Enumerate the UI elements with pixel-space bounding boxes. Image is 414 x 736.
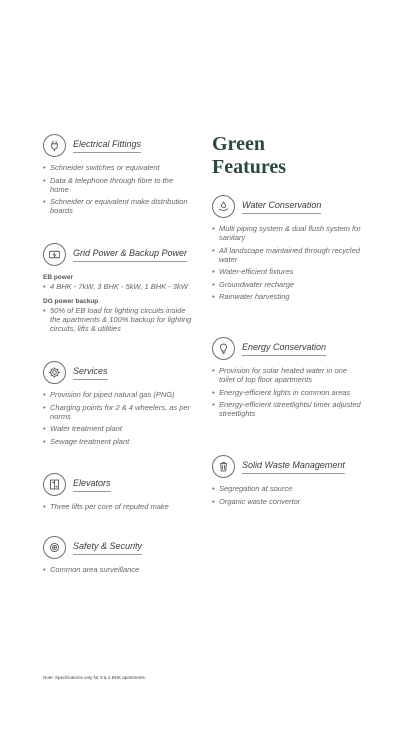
title-line-1: Green [212,133,265,155]
list-item: • Segregation at source [212,484,362,493]
list-item: • 4 BHK - 7kW, 3 BHK - 5kW, 1 BHK - 3kW [43,282,193,291]
section-title: Elevators [73,478,111,492]
section-title: Electrical Fittings [73,139,141,153]
trash-bin-icon [212,455,235,478]
item-list [43,163,193,215]
list-item: • Common area surveillance [43,565,193,574]
list-item: • Schneider or equivalent make distribution boards [43,197,193,215]
section-title: Water Conservation [242,200,321,214]
solid-waste-section [212,455,362,506]
energy-conservation-section [212,337,362,418]
list-item: • Provision for piped natural gas (PNG) [43,390,193,399]
list-item: • Organic waste convertor [212,497,362,506]
section-header [43,243,193,266]
list-item: • Three lifts per core of reputed make [43,502,193,511]
list-item: • Energy-efficient streetlights/ timer adjusted streetlights [212,400,362,418]
cctv-icon [43,536,66,559]
item-list [43,306,193,333]
list-item: • Multi piping system & dual flush system for sanitary [212,224,362,242]
list-item: • Groundwater recharge [212,280,362,289]
grid-power-section [43,243,193,333]
list-item: • Rainwater harvesting [212,292,362,301]
section-header [43,473,193,496]
section-header [212,195,362,218]
item-list [43,282,193,291]
elevators-section [43,473,193,511]
dg-power-label: DG power backup [43,298,99,305]
water-conservation-section [212,195,362,301]
item-list [43,390,193,446]
list-item: • All landscape maintained through recycled water [212,246,362,264]
list-item: • Data & telephone through fibre to the home [43,176,193,194]
footnote: Note: Specifications only for 3 & 4 BHK apartments. [43,675,147,680]
elevator-icon [43,473,66,496]
item-list [212,484,362,506]
title-line-2: Features [212,156,287,178]
power-icon [43,243,66,266]
green-features-title [212,133,286,179]
list-item: • 50% of EB load for lighting circuits inside the apartments & 100% backup for lighting circuits, lifts & utilities [43,306,193,333]
section-header [212,337,362,360]
item-list [43,565,193,574]
list-item: • Sewage treatment plant [43,437,193,446]
section-header [43,134,193,157]
section-title: Services [73,366,108,380]
water-hand-icon [212,195,235,218]
list-item: • Water treatment plant [43,424,193,433]
plug-icon [43,134,66,157]
list-item: • Charging points for 2 & 4 wheelers, as per norms [43,403,193,421]
services-section [43,361,193,446]
list-item: • Provision for solar heated water in one toilet of top floor apartments [212,366,362,384]
section-title: Grid Power & Backup Power [73,248,187,262]
list-item: • Energy-efficient lights in common areas [212,388,362,397]
section-header [212,455,362,478]
item-list [212,224,362,301]
gear-icon [43,361,66,384]
list-item: • Schneider switches or equivalent [43,163,193,172]
safety-security-section [43,536,193,574]
section-title: Energy Conservation [242,342,326,356]
item-list [43,502,193,511]
bulb-icon [212,337,235,360]
electrical-fittings-section [43,134,193,215]
list-item: • Water-efficient fixtures [212,267,362,276]
eb-power-label: EB power [43,274,73,281]
item-list [212,366,362,418]
section-header [43,361,193,384]
section-header [43,536,193,559]
section-title: Safety & Security [73,541,142,555]
section-title: Solid Waste Management [242,460,345,474]
